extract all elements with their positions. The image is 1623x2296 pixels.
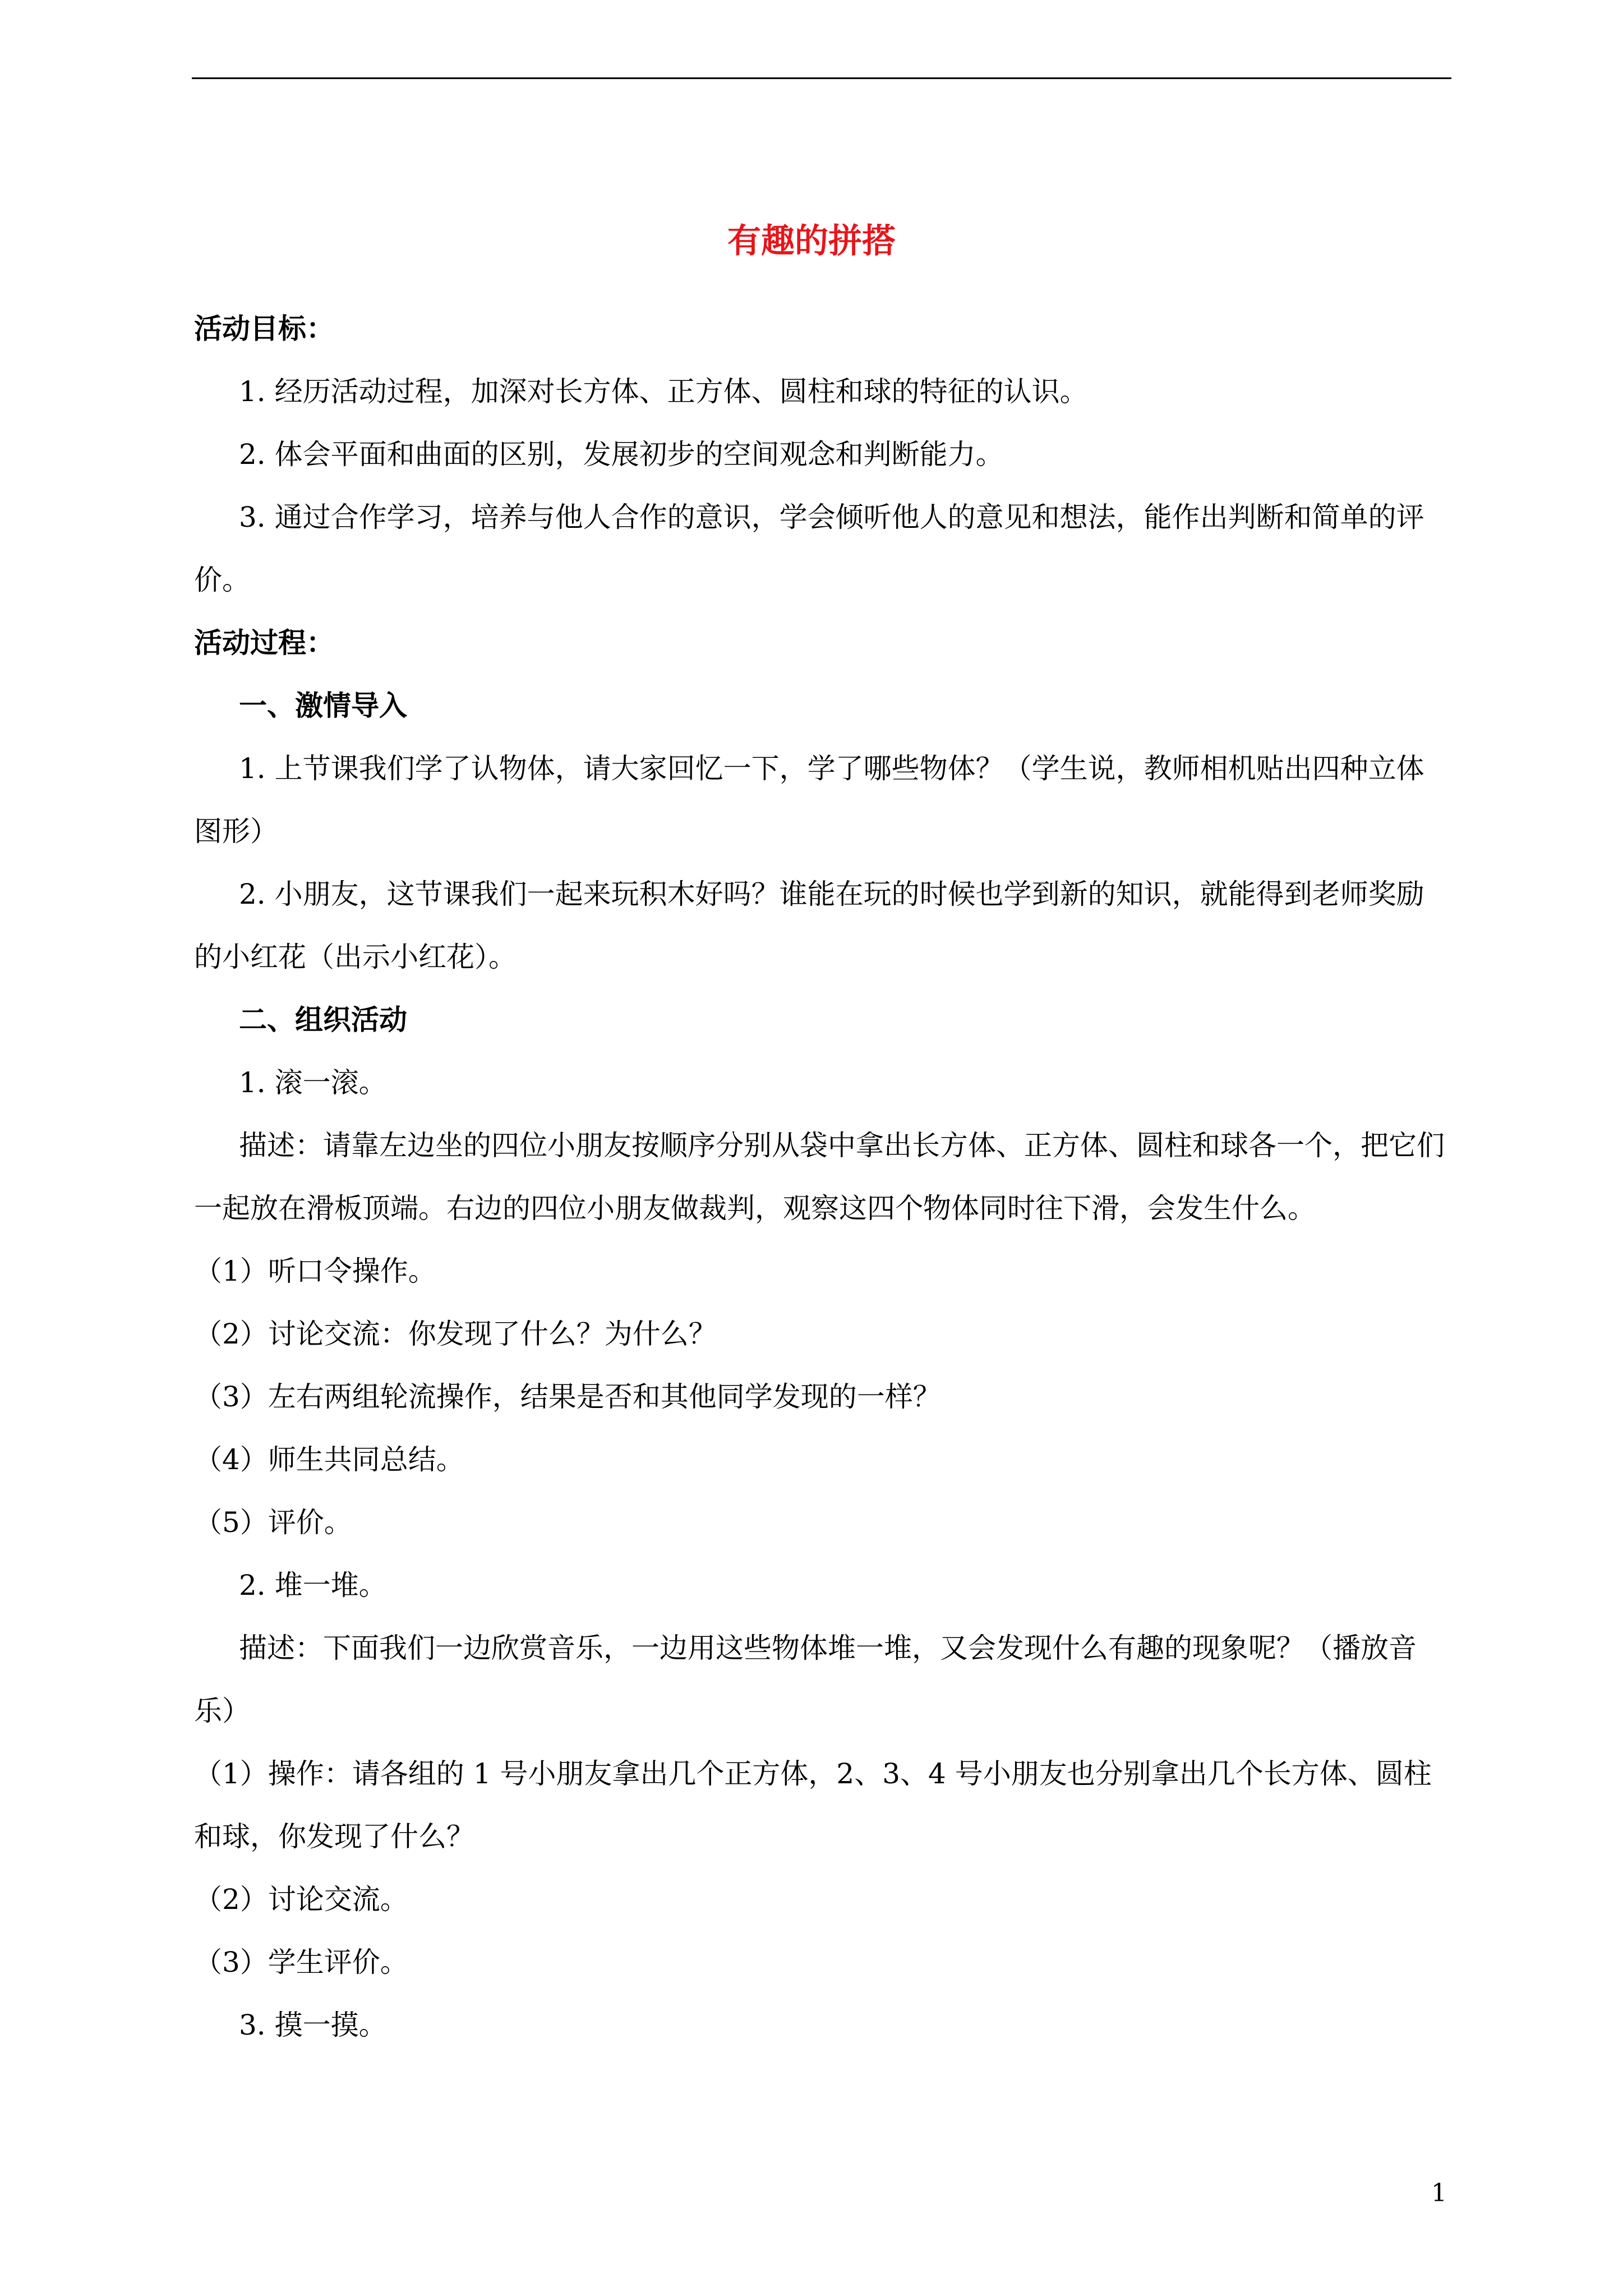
activity-step: （5）评价。	[194, 1506, 352, 1539]
goals-heading: 活动目标：	[194, 312, 334, 345]
section-item: 1. 上节课我们学了认物体，请大家回忆一下，学了哪些物体？（学生说，教师相机贴出四种立体图形）	[194, 752, 1424, 848]
page-number: 1	[1431, 2179, 1447, 2207]
activity-title: 2. 堆一堆。	[239, 1569, 387, 1602]
goal-item: 3. 通过合作学习，培养与他人合作的意识，学会倾听他人的意见和想法，能作出判断和简单的评价。	[194, 501, 1424, 596]
section-item: 2. 小朋友，这节课我们一起来玩积木好吗？谁能在玩的时候也学到新的知识，就能得到老师奖励的小红花（出示小红花）。	[194, 878, 1424, 973]
activity-step: （4）师生共同总结。	[194, 1443, 464, 1476]
activity-step: （3）左右两组轮流操作，结果是否和其他同学发现的一样？	[194, 1381, 941, 1413]
activity-step: （2）讨论交流。	[194, 1883, 408, 1916]
document-body	[194, 297, 1450, 2056]
activity-step: （3）学生评价。	[194, 1946, 408, 1978]
document-title: 有趣的拼搭	[727, 222, 896, 261]
section-heading: 一、激情导入	[239, 689, 407, 722]
activity-step: （1）操作：请各组的 1 号小朋友拿出几个正方体，2、3、4 号小朋友也分别拿出几个长方体、圆柱和球，你发现了什么？	[194, 1757, 1432, 1853]
activity-step: （2）讨论交流：你发现了什么？为什么？	[194, 1318, 717, 1350]
header-rule	[192, 77, 1451, 79]
activity-description: 描述：下面我们一边欣赏音乐，一边用这些物体堆一堆，又会发现什么有趣的现象呢？（播放音乐）	[194, 1632, 1417, 1727]
goal-item: 2. 体会平面和曲面的区别，发展初步的空间观念和判断能力。	[239, 438, 1004, 471]
activity-description: 描述：请靠左边坐的四位小朋友按顺序分别从袋中拿出长方体、正方体、圆柱和球各一个，把它们一起放在滑板顶端。右边的四位小朋友做裁判，观察这四个物体同时往下滑，会发生什么。	[194, 1129, 1445, 1225]
goal-item: 1. 经历活动过程，加深对长方体、正方体、圆柱和球的特征的认识。	[239, 375, 1088, 408]
activity-step: （1）听口令操作。	[194, 1255, 436, 1287]
process-heading: 活动过程：	[194, 626, 334, 659]
activity-title: 1. 滚一滚。	[239, 1066, 387, 1099]
activity-title: 3. 摸一摸。	[239, 2009, 387, 2041]
section-heading: 二、组织活动	[239, 1003, 407, 1036]
